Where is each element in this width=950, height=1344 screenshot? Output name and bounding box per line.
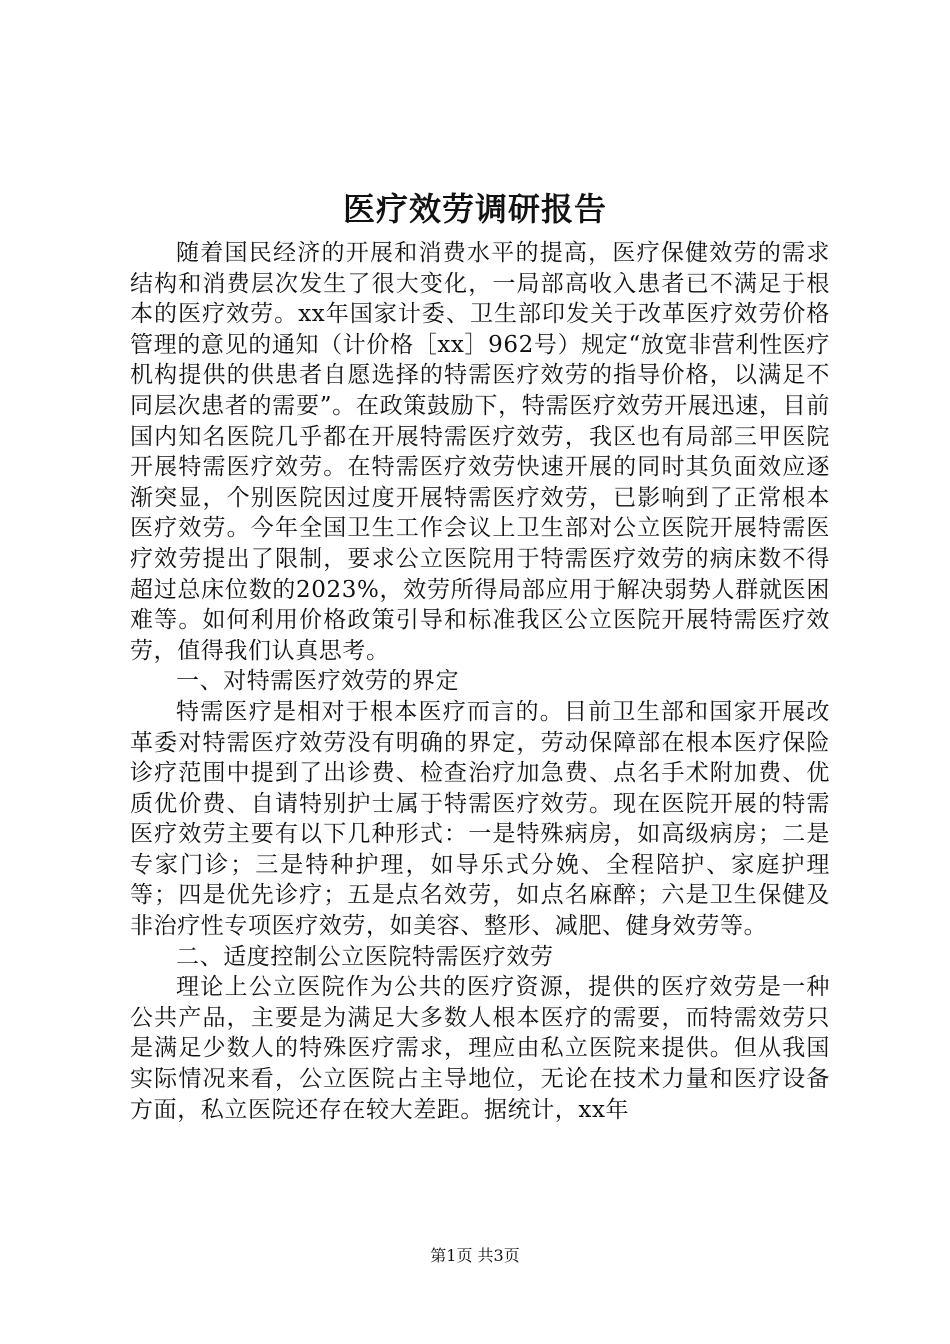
paragraph-intro: 随着国民经济的开展和消费水平的提高，医疗保健效劳的需求结构和消费层次发生了很大变化，一局部高收入患者已不满足于根本的医疗效劳。xx年国家计委、卫生部印发关于改革医疗效劳价格管理的意见的通知（计价格［xx］962号）规定“放宽非营利性医疗机构提供的供患者自愿选择的特需医疗效劳的指导价格，以满足不同层次患者的需要”。在政策鼓励下，特需医疗效劳开展迅速，目前国内知名医院几乎都在开展特需医疗效劳，我区也有局部三甲医院开展特需医疗效劳。在特需医疗效劳快速开展的同时其负面效应逐渐突显，个别医院因过度开展特需医疗效劳，已影响到了正常根本医疗效劳。今年全国卫生工作会议上卫生部对公立医院开展特需医疗效劳提出了限制，要求公立医院用于特需医疗效劳的病床数不得超过总床位数的2023%，效劳所得局部应用于解决弱势人群就医困难等。如何利用价格政策引导和标准我区公立医院开展特需医疗效劳，值得我们认真思考。 [130, 240, 830, 664]
paragraph-control: 理论上公立医院作为公共的医疗资源，提供的医疗效劳是一种公共产品，主要是为满足大多数人根本医疗的需要，而特需效劳只是满足少数人的特殊医疗需求，理应由私立医院来提供。但从我国实际情况来看，公立医院占主导地位，无论在技术力量和医疗设备方面，私立医院还存在较大差距。据统计，xx年 [130, 974, 830, 1123]
section-heading-1: 一、对特需医疗效劳的界定 [176, 668, 460, 695]
document-title: 医疗效劳调研报告 [342, 190, 607, 228]
paragraph-definition: 特需医疗是相对于根本医疗而言的。目前卫生部和国家开展改革委对特需医疗效劳没有明确的界定，劳动保障部在根本医疗保险诊疗范围中提到了出诊费、检查治疗加急费、点名手术附加费、优质优价费、自请特别护士属于特需医疗效劳。现在医院开展的特需医疗效劳主要有以下几种形式：一是特殊病房，如高级病房；二是专家门诊；三是特种护理，如导乐式分娩、全程陪护、家庭护理等；四是优先诊疗；五是点名效劳，如点名麻醉；六是卫生保健及非治疗性专项医疗效劳，如美容、整形、减肥、健身效劳等。 [130, 698, 830, 940]
page-footer: 第1页 共3页 [430, 1246, 520, 1265]
section-heading-2: 二、适度控制公立医院特需医疗效劳 [176, 943, 554, 970]
document-body [130, 238, 830, 1125]
